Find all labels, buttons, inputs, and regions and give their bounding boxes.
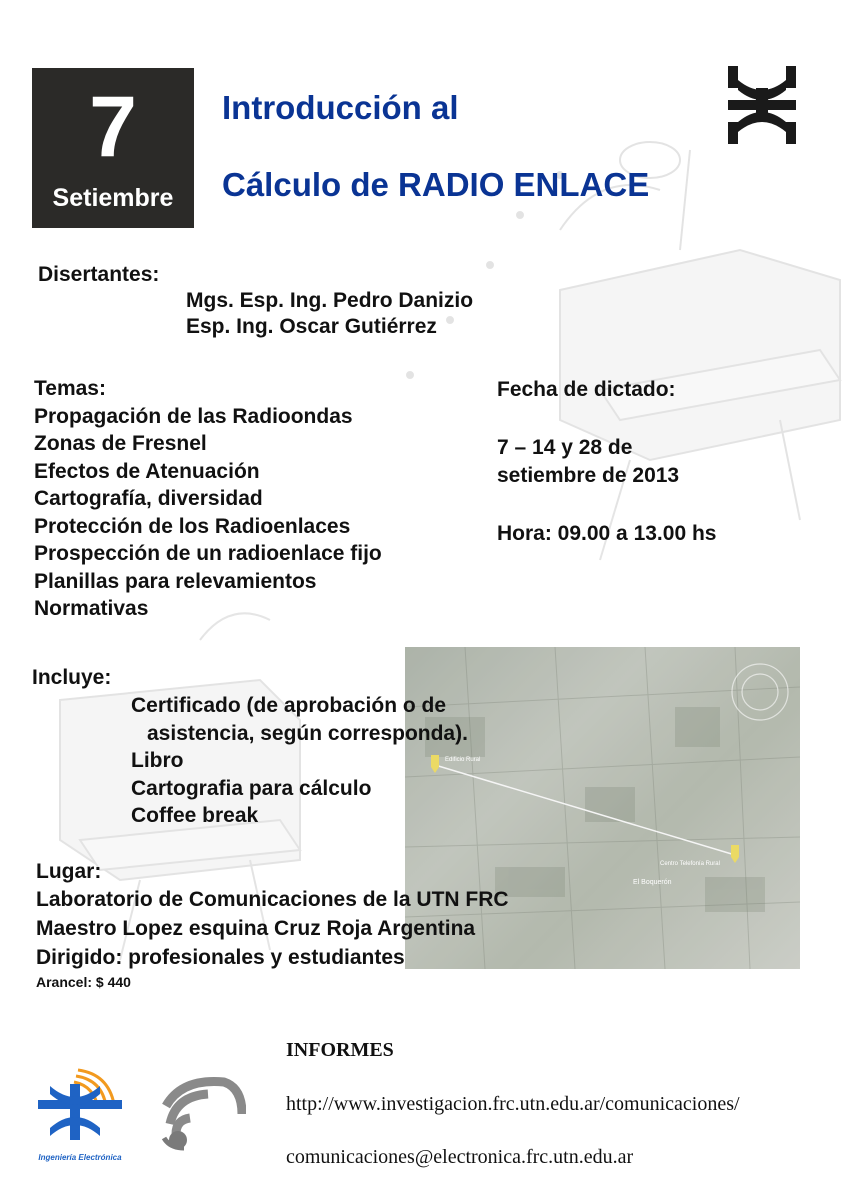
schedule-dates-1: 7 – 14 y 28 de (497, 436, 633, 459)
wireless-signal-icon (158, 1074, 246, 1152)
place-heading: Lugar: (36, 860, 102, 883)
include-item: Libro (131, 749, 184, 772)
schedule-heading: Fecha de dictado: (497, 378, 676, 401)
place-line-1: Laboratorio de Comunicaciones de la UTN FRC (36, 888, 509, 911)
title-line-1: Introducción al (222, 89, 459, 126)
ingenieria-electronica-logo (30, 1064, 130, 1160)
topic-item: Protección de los Radioenlaces (34, 514, 351, 538)
includes-list (131, 692, 468, 830)
fee: Arancel: $ 440 (36, 974, 131, 990)
info-email-link[interactable]: comunicaciones@electronica.frc.utn.edu.ar (286, 1146, 634, 1168)
map-label-c: El Boquerón (633, 879, 672, 886)
topic-item: Propagación de las Radioondas (34, 404, 353, 428)
include-item: asistencia, según corresponda). (147, 721, 468, 745)
schedule-hours: Hora: 09.00 a 13.00 hs (497, 522, 717, 545)
title-line-2: Cálculo de RADIO ENLACE (222, 166, 650, 203)
speaker-1: Mgs. Esp. Ing. Pedro Danizio (186, 289, 474, 312)
topic-item: Planillas para relevamientos (34, 569, 317, 593)
speakers-heading: Disertantes: (38, 263, 160, 286)
schedule-dates-2: setiembre de 2013 (497, 464, 680, 487)
date-month: Setiembre (52, 184, 174, 212)
topic-item: Zonas de Fresnel (34, 432, 207, 455)
map-label-b: Centro Telefonía Rural (660, 861, 720, 867)
place-line-2: Maestro Lopez esquina Cruz Roja Argentina (36, 917, 476, 940)
include-item: Certificado (de aprobación o de (131, 694, 447, 717)
include-item: Cartografia para cálculo (131, 776, 372, 800)
include-item: Coffee break (131, 804, 259, 827)
utn-logo (728, 66, 796, 144)
ingenieria-electronica-caption: Ingeniería Electrónica (38, 1153, 122, 1162)
topic-item: Cartografía, diversidad (34, 487, 263, 510)
topics-heading: Temas: (34, 377, 106, 400)
info-url-link[interactable]: http://www.investigacion.frc.utn.edu.ar/comunicaciones/ (286, 1093, 740, 1115)
topic-item: Efectos de Atenuación (34, 459, 260, 483)
info-heading: INFORMES (286, 1039, 394, 1061)
date-box (32, 68, 194, 228)
date-day: 7 (89, 79, 137, 175)
audience: Dirigido: profesionales y estudiantes (36, 946, 405, 969)
topic-item: Prospección de un radioenlace fijo (34, 542, 382, 565)
map-label-a: Edificio Rural (445, 757, 481, 763)
speaker-2: Esp. Ing. Oscar Gutiérrez (186, 315, 437, 338)
includes-heading: Incluye: (32, 666, 112, 689)
topic-item: Normativas (34, 597, 149, 620)
topics-list (34, 375, 382, 623)
